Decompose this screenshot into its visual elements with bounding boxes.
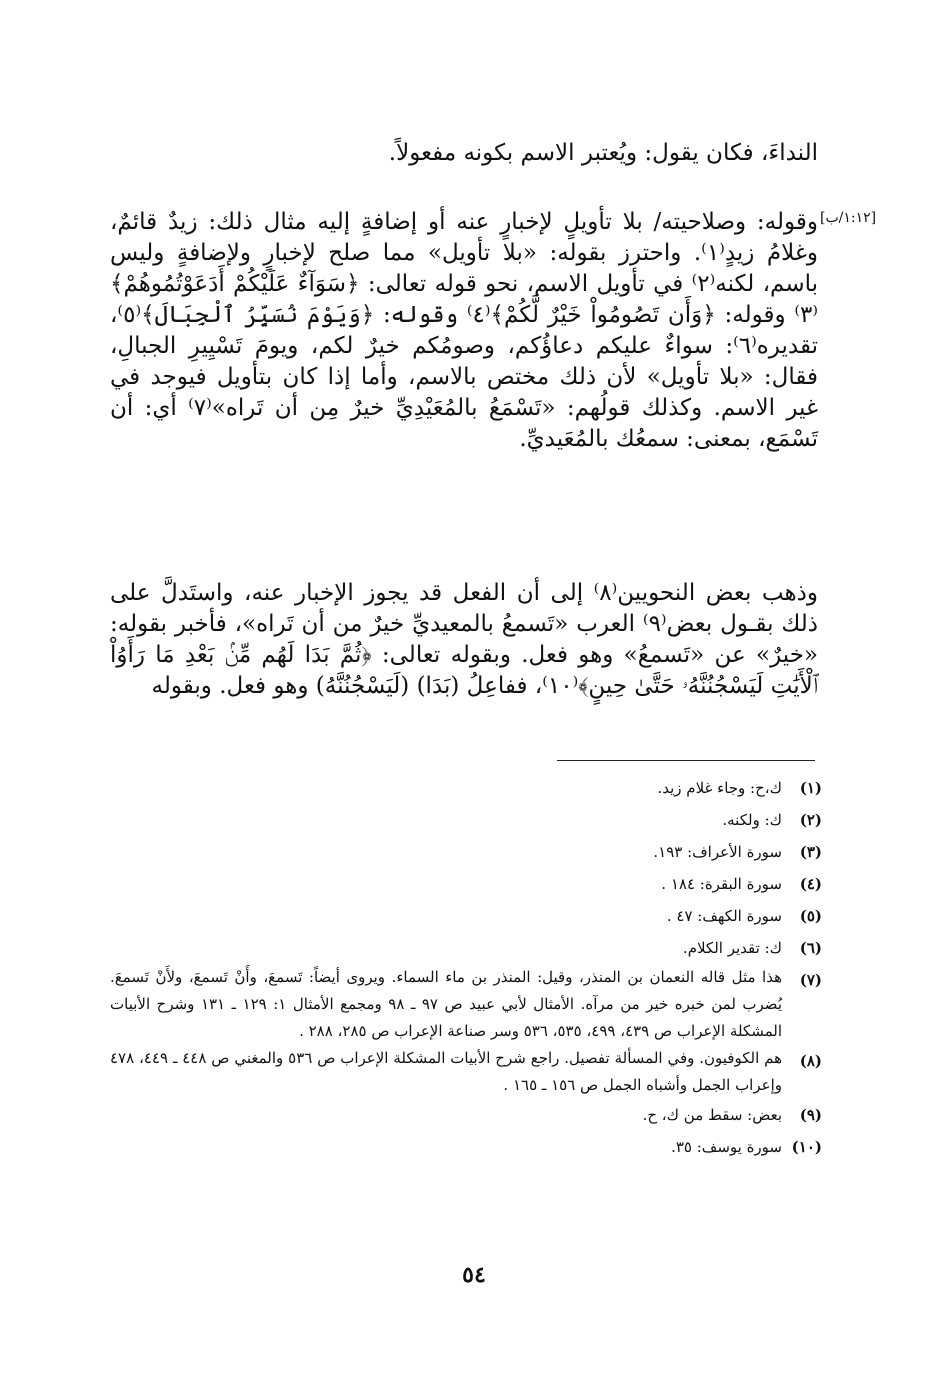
- footnote-item: [110, 836, 822, 868]
- footnote-item: [110, 772, 822, 804]
- footnote-number: (٥): [799, 907, 822, 925]
- footnote-text: سورة الأعراف: ١٩٣.: [653, 843, 782, 861]
- footnote-item: [110, 868, 822, 900]
- manuscript-folio-reference: [١:١٢/ب]: [820, 210, 877, 226]
- footnote-number: (٤): [799, 875, 822, 893]
- footnote-text: ك: تقدير الكلام.: [682, 939, 782, 957]
- page-number: ٥٤: [462, 1262, 486, 1288]
- body-paragraph-2: وذهب بعض النحويين⁽٨⁾ إلى أن الفعل قد يجوز الإخبار عنه، واستَدلَّ على ذلك بقـول بعض⁽٩⁾ العرب «تَسمعُ بالمعيديِّ خيرٌ من أن تَراه»، فأخبر بقوله: «خيرٌ» عن «تَسمعُ» وهو فعل. وبقوله تعالى: ﴿ثُمَّ بَدَا لَهُم مِّنۢ بَعْدِ مَا رَأَوُاْ ٱلْأَيَٰتِ لَيَسْجُنُنَّهُۥ حَتَّىٰ حِينٍ﴾⁽١٠⁾، ففاعِلُ (بَدَا) (لَيَسْجُنُنَّهُ) وهو فعل. وبقوله: [110, 580, 818, 699]
- footnote-number: (٣): [799, 843, 822, 861]
- footnote-text: هذا مثل قاله النعمان بن المنذر، وقيل: المنذر بن ماء السماء. ويروى أيضاً: تَسمعَ، وأَنْ تَسمعَ، ولأَنْ تَسمعَ. يُضرب لمن خبره خير من مرآه. الأمثال لأبي عبيد ص ٩٧ ـ ٩٨ ومجمع الأمثال ١: ١٢٩ ـ ١٣١ وشرح الأبيات المشكلة الإعراب ص ٤٣٩، ٤٩٩، ٥٣٥، ٥٣٦ وسر صناعة الإعراب ص ٢٨٥، ٢٨٨ .: [110, 968, 782, 1040]
- footnotes-list: [110, 772, 822, 1163]
- footnote-item: [110, 1099, 822, 1131]
- footnote-number: (١٠): [791, 1138, 822, 1156]
- footnote-text: هم الكوفيون. وفي المسألة تفصيل. راجع شرح الأبيات المشكلة الإعراب ص ٥٣٦ والمغني ص ٤٤٨ ـ ٤٤٩، ٤٧٨ وإعراب الجمل وأشباه الجمل ص ١٥٦ ـ ١٦٥ .: [110, 1049, 783, 1094]
- footnote-text: بعض: سقط من ك، ح.: [642, 1106, 782, 1124]
- body-paragraph-1: وقوله: وصلاحيته/ بلا تأويلٍ لإخبارٍ عنه أو إضافةٍ إليه مثال ذلك: زيدٌ قائمٌ، وغلامُ زيدٍ⁽١⁾. واحترز بقوله: «بلا تأويل» مما صلح لإخبارٍ ولإضافةٍ وليس باسم، لكنه⁽٢⁾ في تأويل الاسم، نحو قوله تعالى: ﴿سَوَآءٌ عَلَيْكُمْ أَدَعَوْتُمُوهُمْ﴾⁽٣⁾ وقوله: ﴿وَأَن تَصُومُواْ خَيْرٌ لَّكُمْ﴾⁽٤⁾ وقوله: ﴿وَيَوْمَ نُسَيِّرُ ٱلْجِبَالَ﴾⁽٥⁾، تقديره⁽٦⁾: سواءٌ عليكم دعاؤُكم، وصومُكم خيرٌ لكم، ويومَ تَسْيِيرِ الجبالِ، فقال: «بلا تأويل» لأن ذلك مختص بالاسم، وأما إذا كان بتأويل فيوجد في غير الاسم. وكذلك قولُهم: «تَسْمَعُ بالمُعَيْدِيِّ خيرٌ مِن أن تَراه»⁽٧⁾ أي: أن تَسْمَع، بمعنى: سمعُك بالمُعَيديِّ.: [110, 209, 818, 452]
- intro-line: النداءَ، فكان يقول: ويُعتبر الاسم بكونه مفعولاً.: [388, 140, 818, 166]
- footnote-item: [110, 900, 822, 932]
- footnote-item: [110, 804, 822, 836]
- footnote-text: ك،ح: وجاء غلام زيد.: [657, 779, 782, 797]
- footnote-item: [110, 1045, 822, 1099]
- footnote-text: سورة يوسف: ٣٥.: [671, 1138, 782, 1156]
- footnote-number: (١): [799, 779, 822, 797]
- footnote-number: (٩): [799, 1106, 822, 1124]
- footnote-number: (٦): [799, 939, 822, 957]
- footnote-text: سورة الكهف: ٤٧ .: [666, 907, 782, 925]
- footnote-separator: [557, 760, 815, 761]
- footnote-text: سورة البقرة: ١٨٤ .: [661, 875, 782, 893]
- footnote-item: [110, 932, 822, 964]
- footnote-number: (٢): [799, 811, 822, 829]
- footnote-item: [110, 964, 822, 1045]
- footnote-text: ك: ولكنه.: [722, 811, 782, 829]
- footnote-item: [110, 1131, 822, 1163]
- footnote-number: (٨): [799, 1052, 822, 1070]
- footnote-number: (٧): [799, 971, 822, 989]
